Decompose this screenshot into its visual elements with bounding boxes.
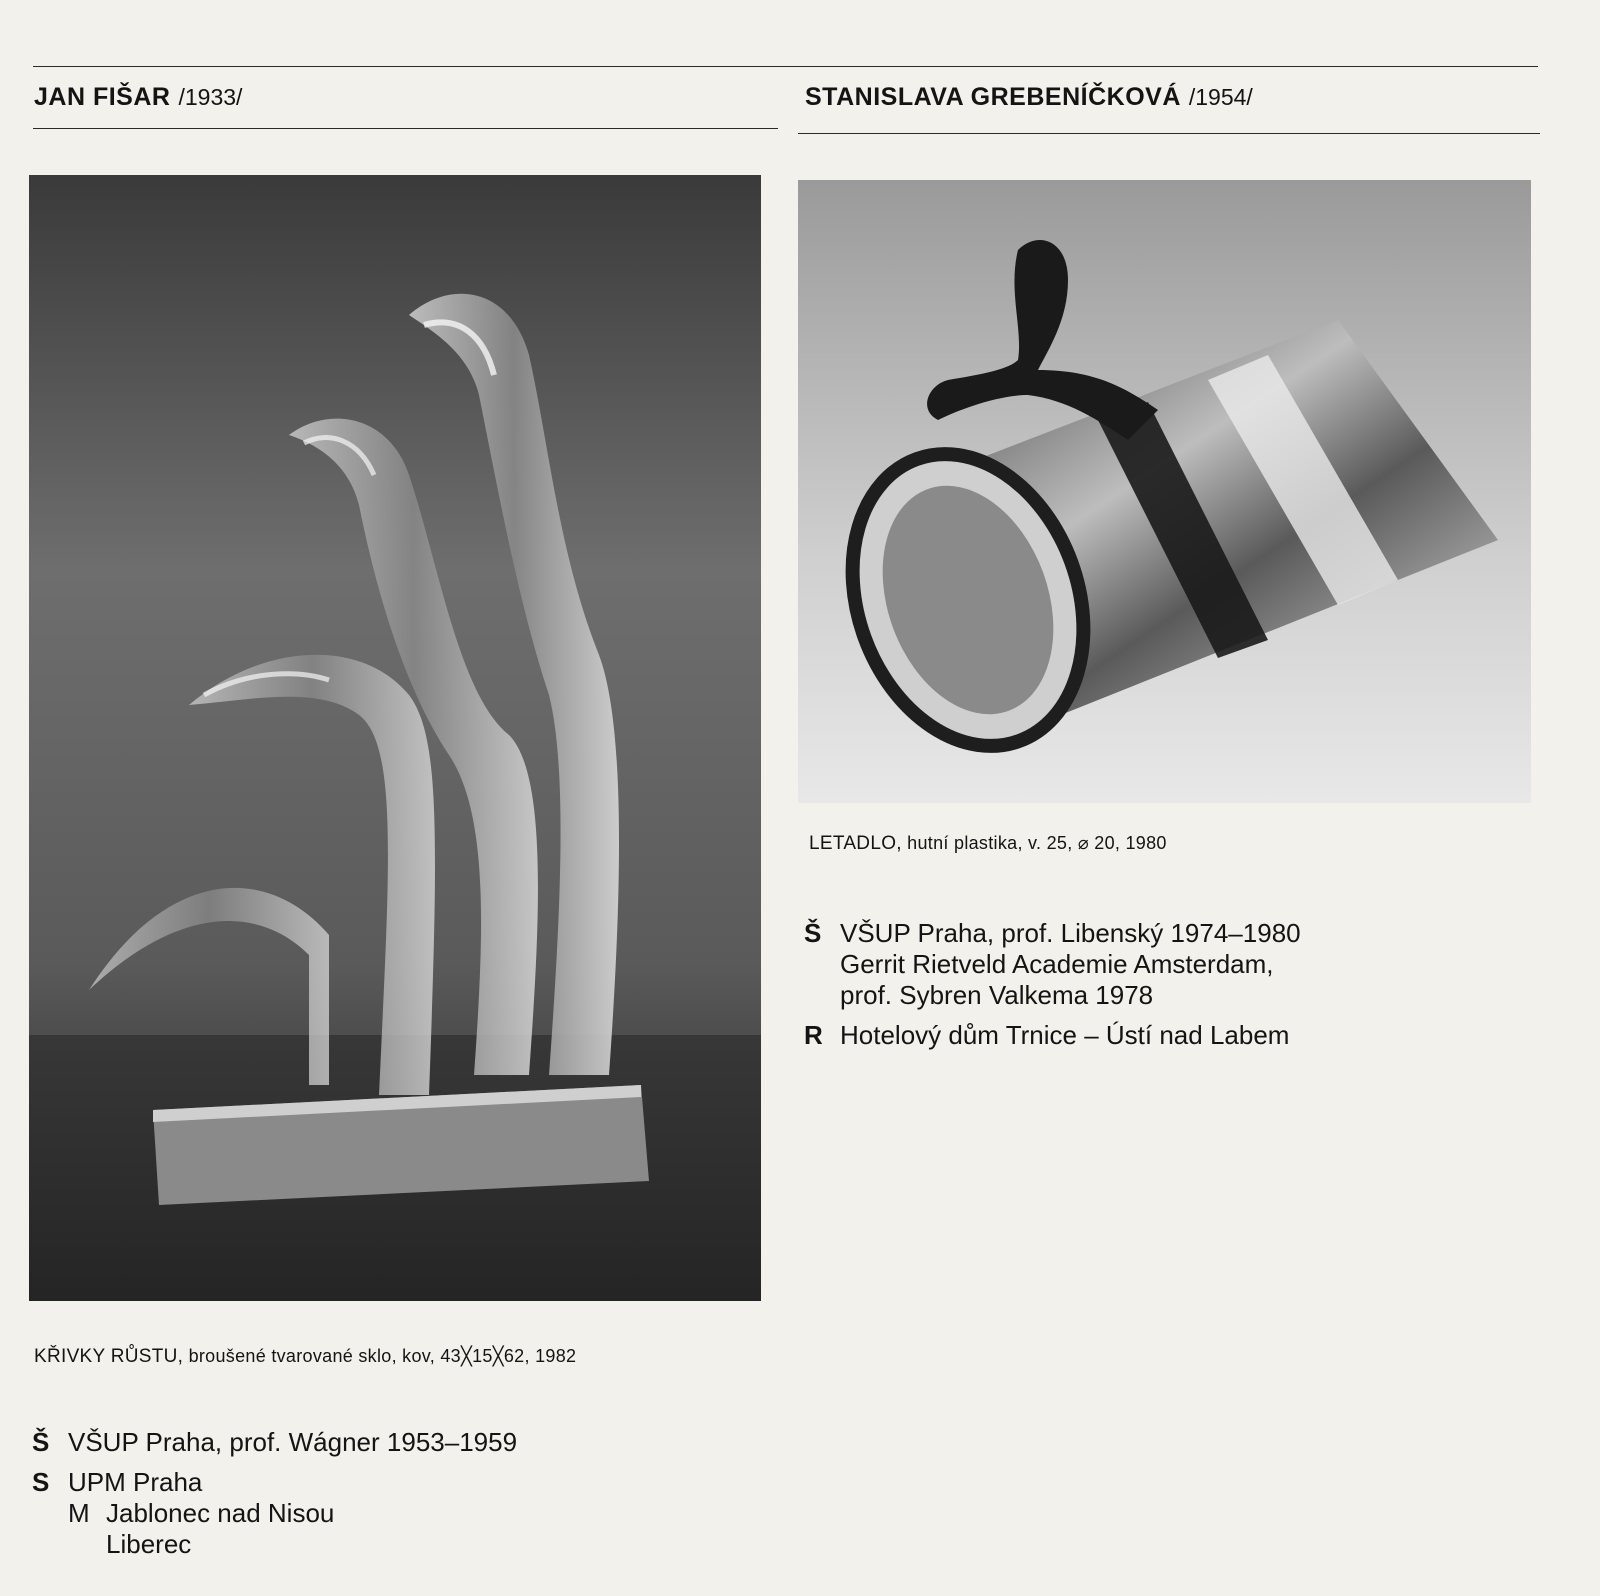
left-collection-2-line [68,1498,334,1529]
left-artist-year: /1933/ [178,84,243,110]
right-school-key: Š [804,918,822,948]
left-school-row [32,1427,517,1458]
right-caption-text: hutní plastika, v. 25, ⌀ 20, 1980 [907,833,1167,853]
top-rule [33,66,1538,67]
header-rule-right [798,133,1540,134]
left-info-block [32,1427,517,1569]
right-realization-key: R [804,1020,823,1050]
left-caption [34,1346,576,1368]
left-artist-name: JAN FIŠAR [34,83,171,111]
right-artist-header [805,80,1253,118]
left-school-key: Š [32,1427,50,1457]
left-school: VŠUP Praha, prof. Wágner 1953–1959 [68,1427,518,1457]
right-school-line-2: Gerrit Rietveld Academie Amsterdam, [840,949,1274,979]
right-artist-year: /1954/ [1188,84,1253,110]
left-sculpture-photo [29,175,761,1301]
header-rule-left [33,128,778,129]
left-collection-3: Liberec [106,1529,192,1559]
right-school-line-3: prof. Sybren Valkema 1978 [840,980,1154,1010]
right-caption-title: LETADLO, [809,833,902,854]
right-artist-name: STANISLAVA GREBENÍČKOVÁ [805,83,1181,111]
right-caption [809,833,1167,855]
left-caption-text: broušené tvarované sklo, kov, 43╳15╳62, 1982 [188,1346,577,1366]
right-school-line-1: VŠUP Praha, prof. Libenský 1974–1980 [840,918,1301,948]
right-school-row [804,918,1301,1011]
left-artist-header [34,80,242,118]
left-caption-title: KŘIVKY RŮSTU, [34,1346,184,1367]
left-collection-2-key: M [68,1498,90,1528]
left-collection-1: UPM Praha [68,1467,203,1497]
right-realization: Hotelový dům Trnice – Ústí nad Labem [840,1020,1290,1050]
left-collections-key: S [32,1467,50,1497]
right-info-block [804,918,1301,1060]
left-collections-row [32,1467,517,1560]
left-collection-2: Jablonec nad Nisou [106,1498,335,1528]
right-realization-row [804,1020,1301,1051]
right-sculpture-photo [798,180,1531,803]
